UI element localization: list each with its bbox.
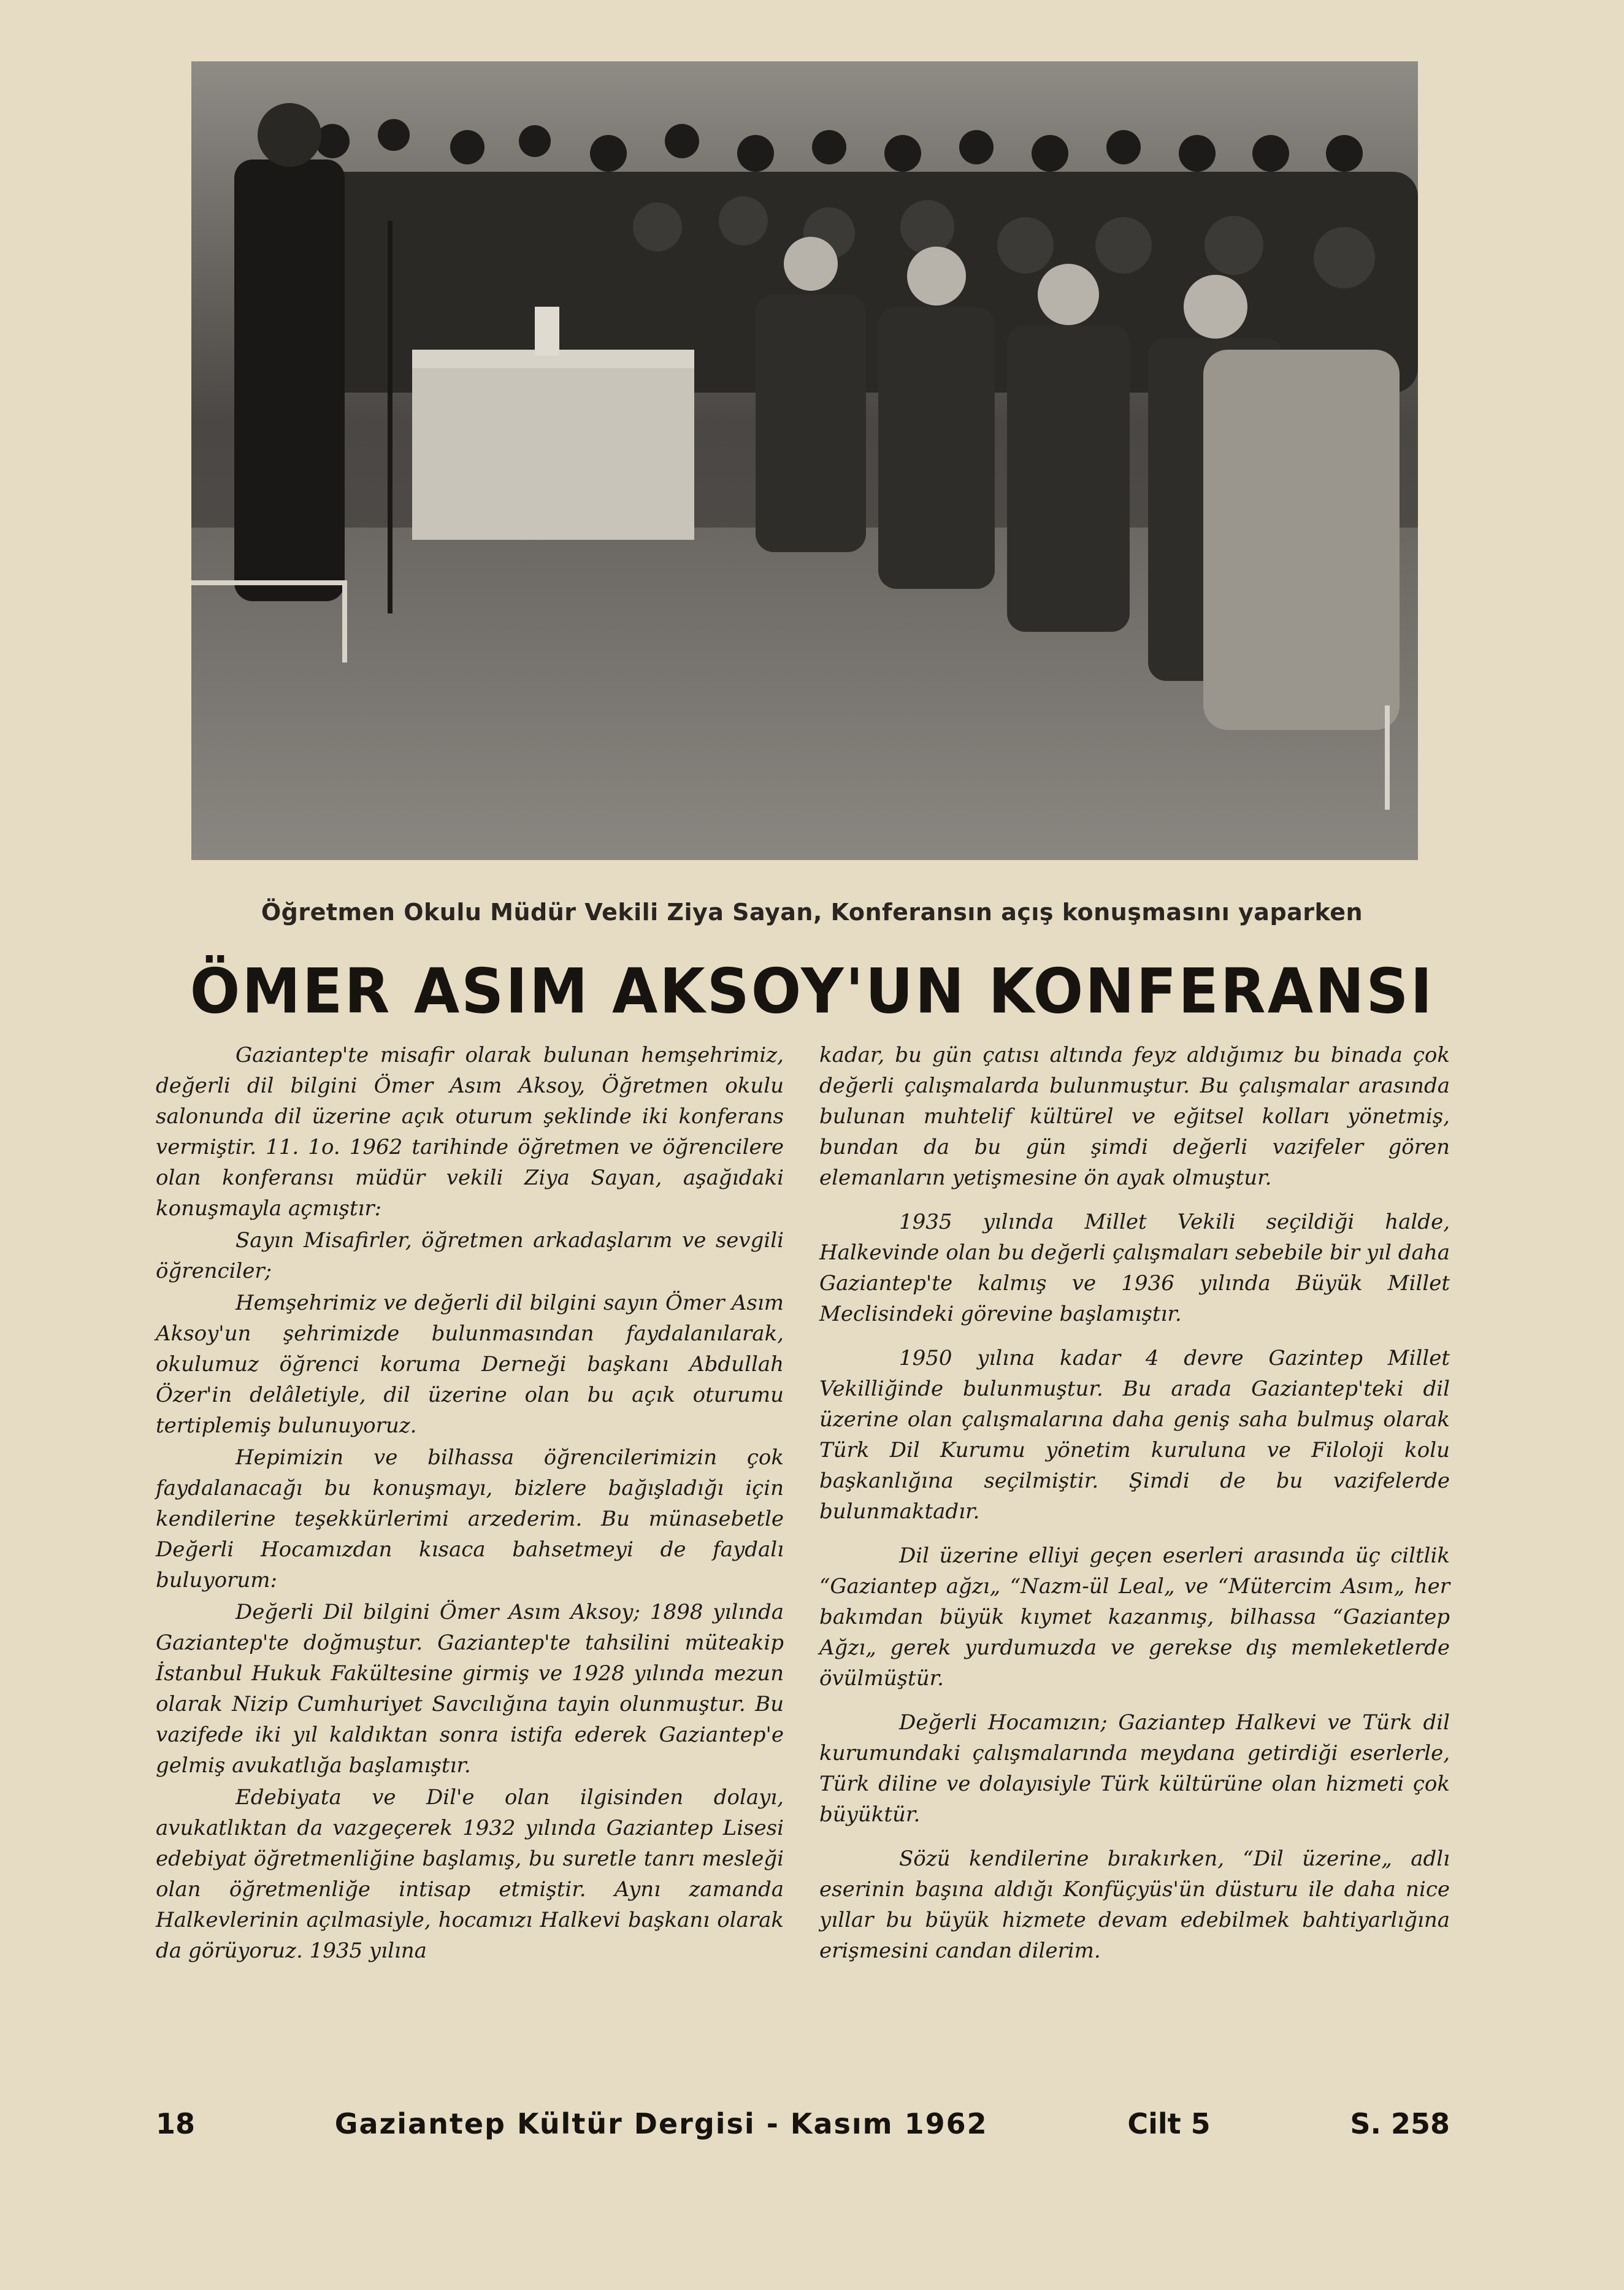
- page-number: 18: [156, 2107, 196, 2140]
- journal-name: Gaziantep Kültür Dergisi - Kasım 1962: [334, 2107, 988, 2140]
- paragraph: Dil üzerine elliyi geçen eserleri arasında üç ciltlik “Gaziantep ağzı„ “Nazm-ül Leal„ ve “Mütercim Asım„ her bakımdan büyük kıymet kazanmış, bilhassa “Gaziantep Ağzı„ gerek yurdumuzda ve gerekse dış memleketlerde övülmüştür.: [819, 1543, 1450, 1691]
- conference-photo-icon: [191, 61, 1418, 860]
- issue-label: S. 258: [1350, 2107, 1450, 2140]
- article-title: ÖMER ASIM AKSOY'UN KONFERANSI: [190, 955, 1434, 1028]
- article-column-right: [819, 1040, 1450, 1967]
- paragraph: Değerli Dil bilgini Ömer Asım Aksoy; 1898 yılında Gaziantep'te doğmuştur. Gaziantep'te tahsilini müteakip İstanbul Hukuk Fakültesine girmiş ve 1928 yılında mezun olarak Nizip Cumhuriyet Savcılığına tayin olunmuştur. Bu vazifede iki yıl kaldıktan sonra istifa ederek Gaziantep'e gelmiş avukatlığa başlamıştır.: [156, 1600, 784, 1778]
- paragraph: Sayın Misafirler, öğretmen arkadaşlarım ve sevgili öğrenciler;: [156, 1228, 784, 1283]
- photo-caption: Öğretmen Okulu Müdür Vekili Ziya Sayan, Konferansın açış konuşmasını yaparken: [261, 899, 1363, 926]
- article-column-left: [156, 1040, 784, 1967]
- paragraph: Hepimizin ve bilhassa öğrencilerimizin çok faydalanacağı bu konuşmayı, bizlere bağışladığı için kendilerine teşekkürlerimi arzederim. Bu münasebetle Değerli Hocamızdan kısaca bahsetmeyi de faydalı buluyorum:: [156, 1445, 784, 1593]
- page-footer: [156, 2107, 1450, 2140]
- paragraph: 1935 yılında Millet Vekili seçildiği halde, Halkevinde olan bu değerli çalışmaları sebebile bir yıl daha Gaziantep'te kalmış ve 1936 yılında Büyük Millet Meclisindeki görevine başlamıştır.: [819, 1210, 1450, 1326]
- paragraph: Değerli Hocamızın; Gaziantep Halkevi ve Türk dil kurumundaki çalışmalarında meydana getirdiği eserlerle, Türk diline ve dolayısiyle Türk kültürüne olan hizmeti çok büyüktür.: [819, 1710, 1450, 1827]
- paragraph: Gaziantep'te misafir olarak bulunan hemşehrimiz, değerli dil bilgini Ömer Asım Aksoy, Öğretmen okulu salonunda dil üzerine açık oturum şeklinde iki konferans vermiştir. 11. 1o. 1962 tarihinde öğretmen ve öğrencilere olan konferansı müdür vekili Ziya Sayan, aşağıdaki konuşmayla açmıştır:: [156, 1043, 784, 1221]
- conference-photo: [191, 61, 1418, 860]
- paragraph: kadar, bu gün çatısı altında feyz aldığımız bu binada çok değerli çalışmalarda bulunmuştur. Bu çalışmalar arasında bulunan muhtelif kültürel ve eğitsel kolları yönetmiş, bundan da bu gün şimdi değerli vazifeler gören elemanların yetişmesine ön ayak olmuştur.: [819, 1043, 1450, 1190]
- paragraph: Edebiyata ve Dil'e olan ilgisinden dolayı, avukatlıktan da vazgeçerek 1932 yılında Gaziantep Lisesi edebiyat öğretmenliğine başlamış, bu suretle tanrı mesleği olan öğretmenliğe intisap etmiştir. Aynı zamanda Halkevlerinin açılmasiyle, hocamızı Halkevi başkanı olarak da görüyoruz. 1935 yılına: [156, 1785, 784, 1963]
- paragraph: Hemşehrimiz ve değerli dil bilgini sayın Ömer Asım Aksoy'un şehrimizde bulunmasından faydalanılarak, okulumuz öğrenci koruma Derneği başkanı Abdullah Özer'in delâletiyle, dil üzerine olan bu açık oturumu tertiplemiş bulunuyoruz.: [156, 1291, 784, 1438]
- paragraph: Sözü kendilerine bırakırken, “Dil üzerine„ adlı eserinin başına aldığı Konfüçyüs'ün düsturu ile daha nice yıllar bu büyük hizmete devam edebilmek bahtiyarlığına erişmesini candan dilerim.: [819, 1846, 1450, 1963]
- paragraph: 1950 yılına kadar 4 devre Gazintep Millet Vekilliğinde bulunmuştur. Bu arada Gaziantep'teki dil üzerine olan çalışmalarına daha geniş saha bulmuş olarak Türk Dil Kurumu yönetim kuruluna ve Filoloji kolu başkanlığına seçilmiştir. Şimdi de bu vazifelerde bulunmaktadır.: [819, 1346, 1450, 1524]
- volume-label: Cilt 5: [1127, 2107, 1211, 2140]
